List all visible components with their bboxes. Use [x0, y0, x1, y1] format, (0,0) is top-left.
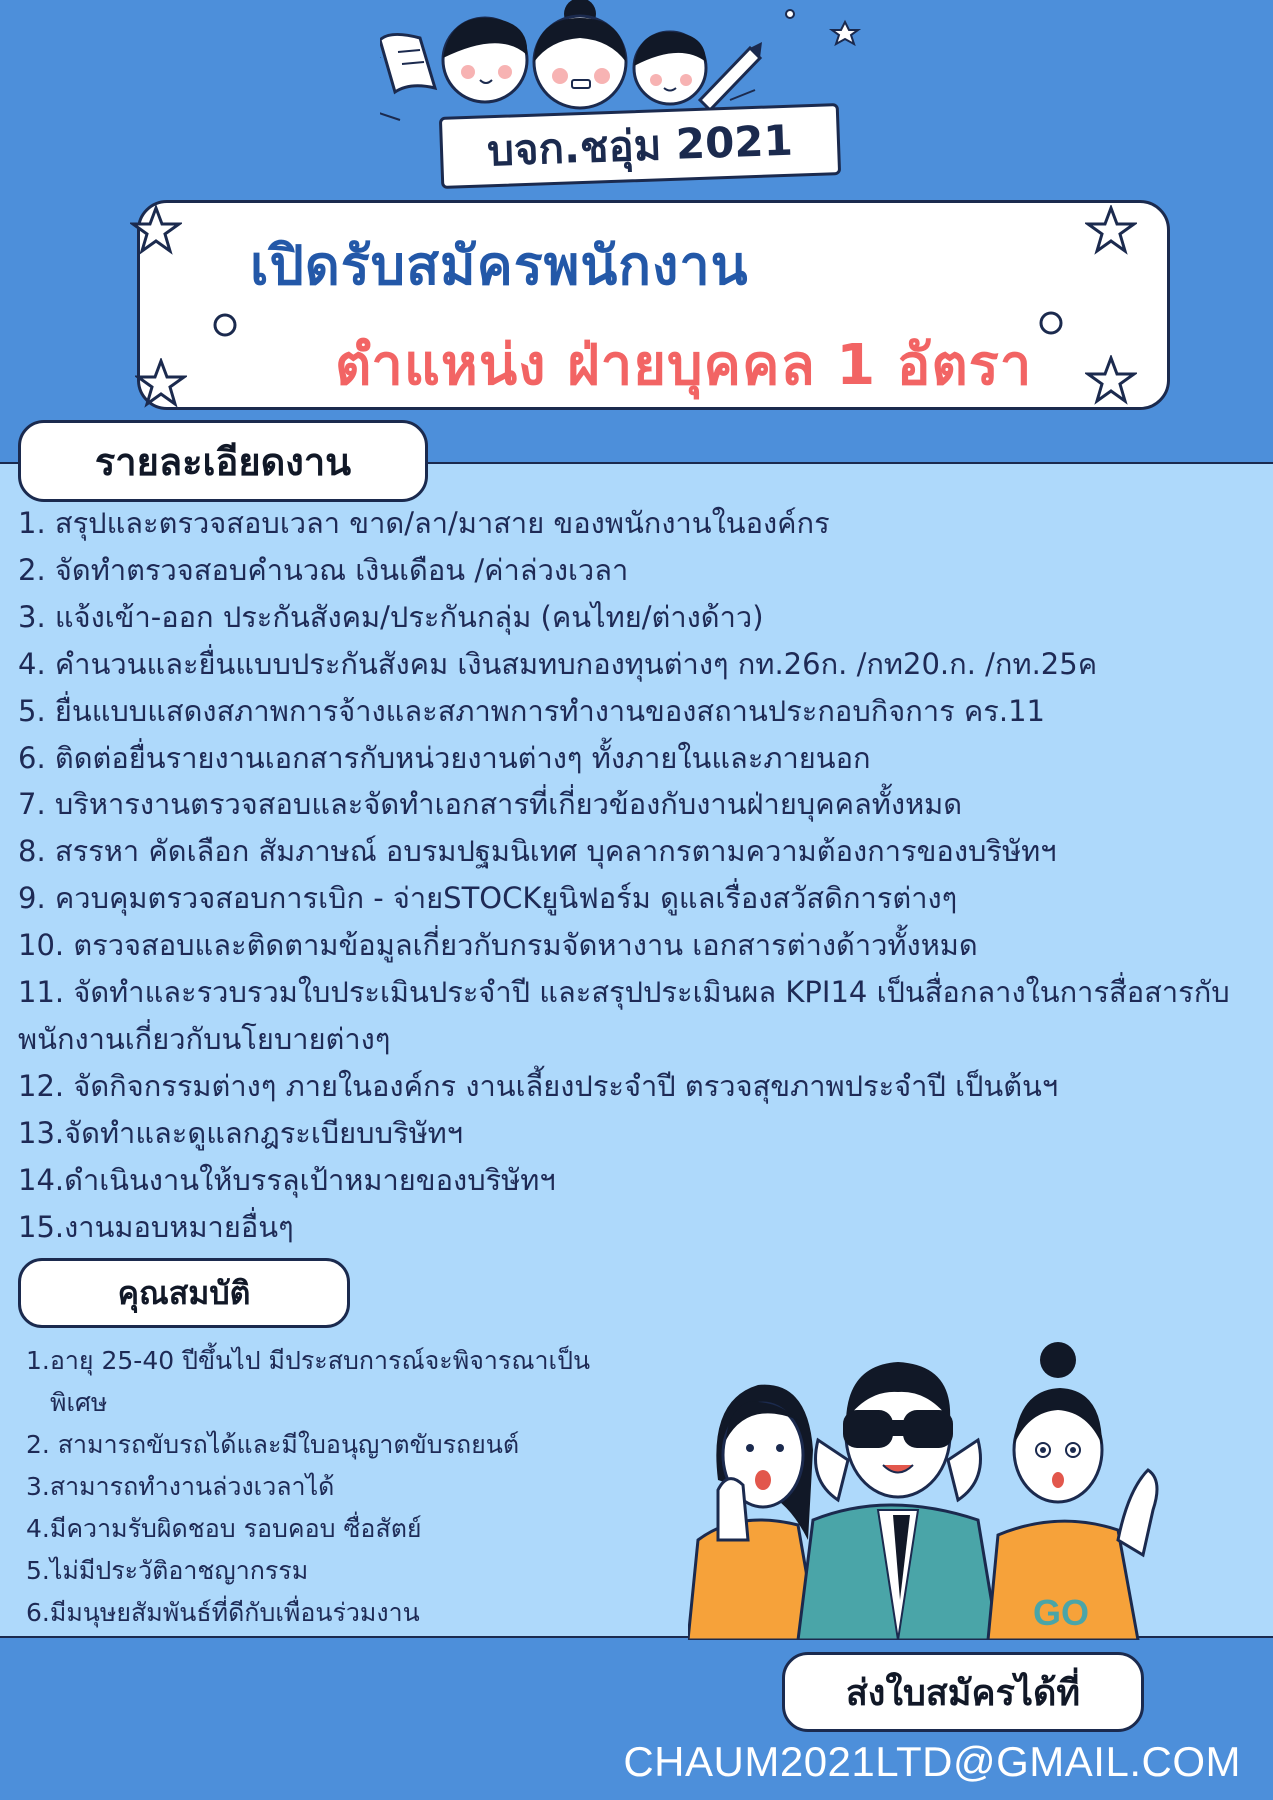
qualifications-title-text: คุณสมบัติ	[117, 1273, 251, 1312]
list-item: 4. คำนวนและยื่นแบบประกันสังคม เงินสมทบกองทุนต่างๆ กท.26ก. /กท20.ก. /กท.25ค	[18, 646, 1098, 681]
list-item: 5.ไม่มีประวัติอาชญากรรม	[26, 1556, 309, 1585]
list-item: 9. ควบคุมตรวจสอบการเบิก - จ่ายSTOCKยูนิฟอร์ม ดูแลเรื่องสวัสดิการต่างๆ	[18, 881, 958, 916]
list-item: 3. แจ้งเข้า-ออก ประกันสังคม/ประกันกลุ่ม (คนไทย/ต่างด้าว)	[18, 599, 764, 634]
duties-list	[18, 500, 1258, 1251]
woman-left	[688, 1385, 818, 1640]
company-name-banner	[439, 103, 841, 189]
list-item: 1. สรุปและตรวจสอบเวลา ขาด/ลา/มาสาย ของพนักงานในองค์กร	[18, 506, 830, 540]
star-icon	[135, 358, 187, 410]
list-item: 6. ติดต่อยื่นรายงานเอกสารกับหน่วยงานต่างๆ ทั้งภายในและภายนอก	[18, 740, 871, 775]
list-item: 7. บริหารงานตรวจสอบและจัดทำเอกสารที่เกี่ยวข้องกับงานฝ่ายบุคคลทั้งหมด	[18, 787, 963, 822]
list-item: 15.งานมอบหมายอื่นๆ	[18, 1209, 294, 1244]
qualification-text-continued: พิเศษ	[50, 1388, 108, 1417]
kid-middle	[534, 0, 626, 108]
people-illustration	[688, 1340, 1248, 1640]
kid-left	[443, 18, 527, 102]
apply-label-box	[782, 1652, 1144, 1732]
star-icon	[130, 205, 182, 257]
list-item: 12. จัดกิจกรรมต่างๆ ภายในองค์กร งานเลี้ยงประจำปี ตรวจสุขภาพประจำปี เป็นต้นฯ	[18, 1068, 1059, 1103]
list-item: 8. สรรหา คัดเลือก สัมภาษณ์ อบรมปฐมนิเทศ บุคลากรตามความต้องการของบริษัทฯ	[18, 834, 1057, 869]
star-icon	[832, 22, 858, 44]
list-item	[26, 1340, 626, 1424]
qualifications-list	[26, 1340, 626, 1634]
list-item: 14.ดำเนินงานให้บรรลุเป้าหมายของบริษัทฯ	[18, 1162, 556, 1197]
position-title: ตำแหน่ง ฝ่ายบุคคล 1 อัตรา	[335, 333, 1033, 398]
kid-right	[634, 32, 706, 104]
list-item: 4.มีความรับผิดชอบ รอบคอบ ซื่อสัตย์	[26, 1514, 422, 1543]
company-name: บจก.ชอุ่ม 2021	[486, 115, 794, 176]
duties-title-text: รายละเอียดงาน	[94, 439, 352, 484]
qualifications-section-title	[18, 1258, 350, 1328]
man-center	[798, 1362, 998, 1640]
svg-text:GO: GO	[1033, 1592, 1090, 1633]
apply-label: ส่งใบสมัครได้ที่	[845, 1672, 1081, 1714]
woman-right	[988, 1342, 1157, 1640]
list-item: 10. ตรวจสอบและติดตามข้อมูลเกี่ยวกับกรมจัดหางาน เอกสารต่างด้าวทั้งหมด	[18, 928, 978, 963]
scroll-icon	[380, 34, 435, 92]
job-opening-title: เปิดรับสมัครพนักงาน	[250, 234, 749, 297]
circle-decoration	[1038, 310, 1064, 336]
star-icon	[1085, 355, 1137, 407]
list-item: 5. ยื่นแบบแสดงสภาพการจ้างและสภาพการทำงานของสถานประกอบกิจการ คร.11	[18, 693, 1046, 728]
list-item: 2. จัดทำตรวจสอบคำนวณ เงินเดือน /ค่าล่วงเวลา	[18, 552, 629, 587]
star-icon	[1085, 205, 1137, 257]
contact-email[interactable]: CHAUM2021LTD@GMAIL.COM	[623, 1738, 1241, 1785]
list-item: 13.จัดทำและดูแลกฎระเบียบบริษัทฯ	[18, 1115, 464, 1150]
qualification-text: 1.อายุ 25-40 ปีขึ้นไป มีประสบการณ์จะพิจารณาเป็น	[26, 1346, 591, 1375]
list-item: 6.มีมนุษยสัมพันธ์ที่ดีกับเพื่อนร่วมงาน	[26, 1598, 420, 1627]
list-item: พนักงานเกี่ยวกับนโยบายต่างๆ	[18, 1021, 391, 1056]
list-item: 2. สามารถขับรถได้และมีใบอนุญาตขับรถยนต์	[26, 1430, 520, 1459]
list-item: 3.สามารถทำงานล่วงเวลาได้	[26, 1472, 335, 1501]
duties-section-title	[18, 420, 428, 502]
circle-decoration	[212, 312, 238, 338]
list-item: 11. จัดทำและรวบรวมใบประเมินประจำปี และสรุปประเมินผล KPI14 เป็นสื่อกลางในการสื่อสารกับ	[18, 975, 1230, 1010]
